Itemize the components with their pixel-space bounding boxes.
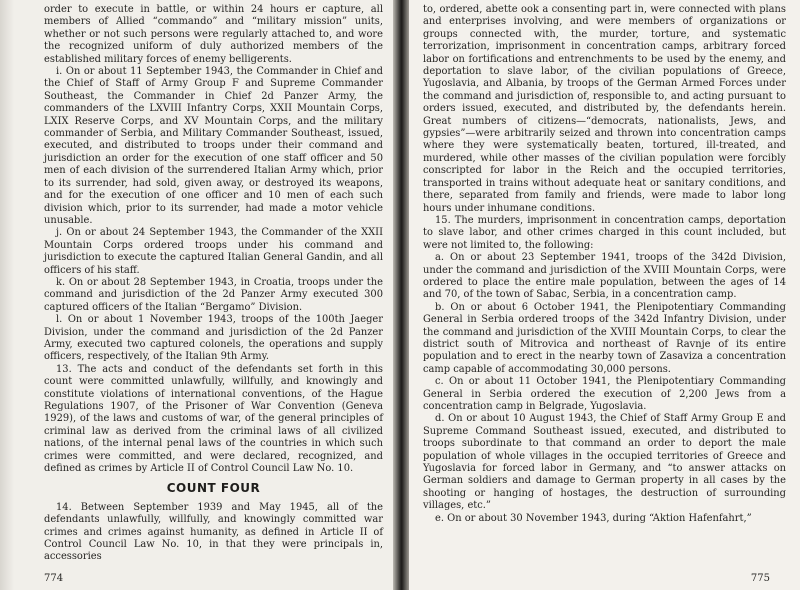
book-gutter bbox=[393, 0, 409, 590]
right-page bbox=[409, 0, 800, 590]
page-number-left: 774 bbox=[44, 573, 64, 584]
right-paragraph: d. On or about 10 August 1943, the Chief of Staff Army Group E and Supreme Command Southeast issued, executed, and distributed to troops subordinate to that command an order to deport the male population of whole villages in the occupied territories of Greece and Yugoslavia for forced labor in Germany, and “to answer attacks on German soldiers and damage to German property in all cases by the shooting or hanging of hostages, the destruction of surrounding villages, etc.” bbox=[423, 413, 786, 512]
left-paragraph: j. On or about 24 September 1943, the Commander of the XXII Mountain Corps ordered troops under his command and jurisdiction to execute the captured Italian General Gandin, and all officers of his staff. bbox=[44, 227, 383, 276]
left-paragraph: 14. Between September 1939 and May 1945, all of the defendants unlawfully, willfully, and knowingly committed war crimes and crimes against humanity, as defined in Article II of Control Council Law No. 10, in that they were principals in, accessories bbox=[44, 501, 383, 563]
left-paragraph: order to execute in battle, or within 24 hours er capture, all members of Allied “commando” and “military mission” units, whether or not such persons were regularly attached to, and wore the recognized uniform of duly authorized members of the established military forces of enemy belligerents. bbox=[44, 4, 383, 65]
section-heading: COUNT FOUR bbox=[166, 481, 261, 496]
left-paragraph: l. On or about 1 November 1943, troops of the 100th Jaeger Division, under the command and jurisdiction of the 2d Panzer Army, executed two captured colonels, the operations and supply officers, respectively, of the Italian 9th Army. bbox=[44, 314, 383, 363]
right-paragraph: b. On or about 6 October 1941, the Plenipotentiary Commanding General in Serbia ordered troops of the 342d Infantry Division, under the command and jurisdiction of the XVIII Mountain Corps, to clear the district south of Mitrovica and northeast of Ravnje of its entire population and to erect in the nearby town of Zasaviza a concentration camp capable of accommodating 30,000 persons. bbox=[423, 301, 786, 375]
right-paragraph: c. On or about 11 October 1941, the Plenipotentiary Commanding General in Serbia ordered the execution of 2,200 Jews from a concentration camp in Belgrade, Yugoslavia. bbox=[423, 376, 786, 412]
left-paragraph: 13. The acts and conduct of the defendants set forth in this count were committed unlawfully, willfully, and knowingly and constitute violations of international conventions, of the Hague Regulations 1907, of the Prisoner of War Convention (Geneva 1929), of the laws and customs of war, of the general principles of criminal law as derived from the criminal laws of all civilized nations, of the internal penal laws of the countries in which such crimes were committed, and were declared, recognized, and defined as crimes by Article II of Control Council Law No. 10. bbox=[44, 363, 383, 475]
right-paragraph: e. On or about 30 November 1943, during “Aktion Hafenfahrt,” bbox=[435, 512, 752, 524]
right-paragraph: 15. The murders, imprisonment in concentration camps, deportation to slave labor, and other crimes charged in this count included, but were not limited to, the following: bbox=[423, 214, 786, 251]
left-paragraph: k. On or about 28 September 1943, in Croatia, troops under the command and jurisdiction of the 2d Panzer Army executed 300 captured officers of the Italian “Bergamo” Division. bbox=[44, 276, 383, 313]
right-paragraph: a. On or about 23 September 1941, troops of the 342d Division, under the command and jurisdiction of the XVIII Mountain Corps, were ordered to place the entire male population, between the ages of 14 and 70, of the town of Sabac, Serbia, in a concentration camp. bbox=[423, 252, 786, 301]
left-paragraph: i. On or about 11 September 1943, the Commander in Chief and the Chief of Staff of Army Group F and Supreme Commander Southeast, the Commander in Chief 2d Panzer Army, the commanders of the LXVIII Infantry Corps, XXII Mountain Corps, LXIX Reserve Corps, and XV Mountain Corps, and the military commander of Serbia, and Military Commander Southeast, issued, executed, and distributed to troops under their command and jurisdiction an order for the execution of one staff officer and 50 men of each division of the surrendered Italian Army which, prior to its surrender, had sold, given away, or destroyed its weapons, and for the execution of one officer and 10 men of each such division which, prior to its surrender, had made a motor vehicle unusable. bbox=[44, 66, 383, 226]
right-paragraph: to, ordered, abette ook a consenting part in, were connected with plans and enterprises involving, and were members of organizations or groups connected with, the murder, torture, and systematic terrorization, imprisonment in concentration camps, arbitrary forced labor on fortifications and entrenchments to be used by the enemy, and deportation to slave labor, of the civilian populations of Greece, Yugoslavia, and Albania, by troops of the German Armed Forces under the command and jurisdiction of, responsible to, and acting pursuant to orders issued, executed, and distributed by, the defendants herein. Great numbers of citizens—“democrats, nationalists, Jews, and gypsies”—were arbitrarily seized and thrown into concentration camps where they were systematically beaten, tortured, ill-treated, and murdered, while other masses of the civilian population were forcibly conscripted for labor in the Reich and the occupied territories, transported in trains without adequate heat or sanitary conditions, and there, separated from family and friends, were made to labor long hours under inhumane conditions. bbox=[423, 4, 786, 214]
left-page-text bbox=[44, 4, 383, 564]
right-page-text bbox=[423, 4, 786, 525]
page-edge-shadow bbox=[0, 0, 14, 590]
left-page bbox=[0, 0, 393, 590]
page-number-right: 775 bbox=[750, 573, 770, 584]
